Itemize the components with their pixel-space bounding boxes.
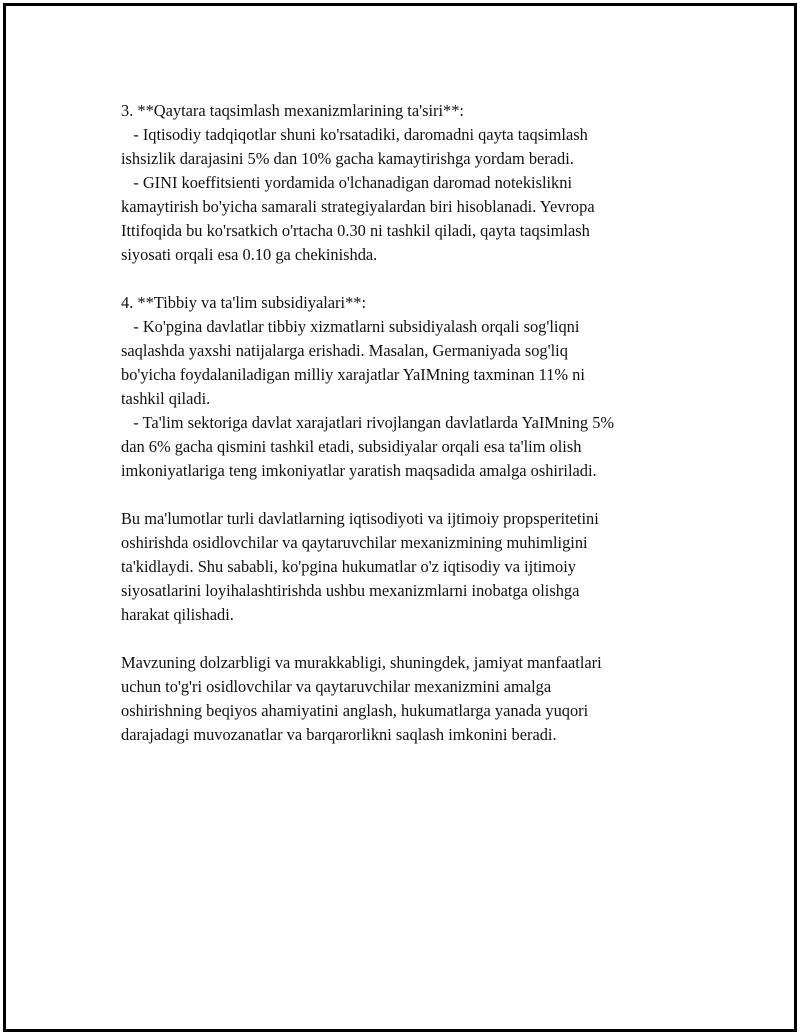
section-4 bbox=[121, 291, 691, 483]
paragraph-gap bbox=[121, 627, 691, 651]
bullet-item bbox=[121, 315, 691, 411]
text-line: tashkil qiladi. bbox=[121, 389, 211, 408]
text-line: oshirishning beqiyos ahamiyatini anglash, hukumatlarga yanada yuqori bbox=[121, 701, 589, 720]
bullet-item bbox=[121, 411, 691, 483]
section-heading: 3. **Qaytara taqsimlash mexanizmlarining ta'siri**: bbox=[121, 101, 464, 120]
text-line: imkoniyatlariga teng imkoniyatlar yaratish maqsadida amalga oshiriladi. bbox=[121, 461, 597, 480]
paragraph-summary bbox=[121, 507, 691, 627]
section-heading: 4. **Tibbiy va ta'lim subsidiyalari**: bbox=[121, 293, 367, 312]
paragraph-gap bbox=[121, 483, 691, 507]
text-line: darajadagi muvozanatlar va barqarorlikni saqlash imkonini beradi. bbox=[121, 725, 557, 744]
text-line: ishsizlik darajasini 5% dan 10% gacha kamaytirishga yordam beradi. bbox=[121, 149, 574, 168]
text-line: - GINI koeffitsienti yordamida o'lchanadigan daromad notekislikni bbox=[121, 173, 572, 192]
text-line: ta'kidlaydi. Shu sababli, ko'pgina hukumatlar o'z iqtisodiy va ijtimoiy bbox=[121, 557, 576, 576]
document-page bbox=[3, 3, 797, 1032]
document-body bbox=[121, 99, 691, 747]
text-line: saqlashda yaxshi natijalarga erishadi. Masalan, Germaniyada sog'liq bbox=[121, 341, 568, 360]
text-line: kamaytirish bo'yicha samarali strategiyalardan biri hisoblanadi. Yevropa bbox=[121, 197, 595, 216]
text-line: siyosatlarini loyihalashtirishda ushbu mexanizmlarni inobatga olishga bbox=[121, 581, 580, 600]
text-line: harakat qilishadi. bbox=[121, 605, 234, 624]
text-line: - Ta'lim sektoriga davlat xarajatlari rivojlangan davlatlarda YaIMning 5% bbox=[121, 413, 615, 432]
text-line: - Iqtisodiy tadqiqotlar shuni ko'rsatadiki, daromadni qayta taqsimlash bbox=[121, 125, 588, 144]
text-line: dan 6% gacha qismini tashkil etadi, subsidiyalar orqali esa ta'lim olish bbox=[121, 437, 582, 456]
text-line: Mavzuning dolzarbligi va murakkabligi, shuningdek, jamiyat manfaatlari bbox=[121, 653, 602, 672]
text-line: Ittifoqida bu ko'rsatkich o'rtacha 0.30 ni tashkil qiladi, qayta taqsimlash bbox=[121, 221, 590, 240]
paragraph-gap bbox=[121, 267, 691, 291]
text-line: Bu ma'lumotlar turli davlatlarning iqtisodiyoti va ijtimoiy propsperitetini bbox=[121, 509, 599, 528]
text-line: oshirishda osidlovchilar va qaytaruvchilar mexanizmining muhimligini bbox=[121, 533, 588, 552]
text-line: siyosati orqali esa 0.10 ga chekinishda. bbox=[121, 245, 378, 264]
bullet-item bbox=[121, 123, 691, 171]
paragraph-conclusion bbox=[121, 651, 691, 747]
bullet-item bbox=[121, 171, 691, 267]
text-line: bo'yicha foydalaniladigan milliy xarajatlar YaIMning taxminan 11% ni bbox=[121, 365, 585, 384]
text-line: - Ko'pgina davlatlar tibbiy xizmatlarni subsidiyalash orqali sog'liqni bbox=[121, 317, 580, 336]
section-3 bbox=[121, 99, 691, 267]
text-line: uchun to'g'ri osidlovchilar va qaytaruvchilar mexanizmini amalga bbox=[121, 677, 552, 696]
